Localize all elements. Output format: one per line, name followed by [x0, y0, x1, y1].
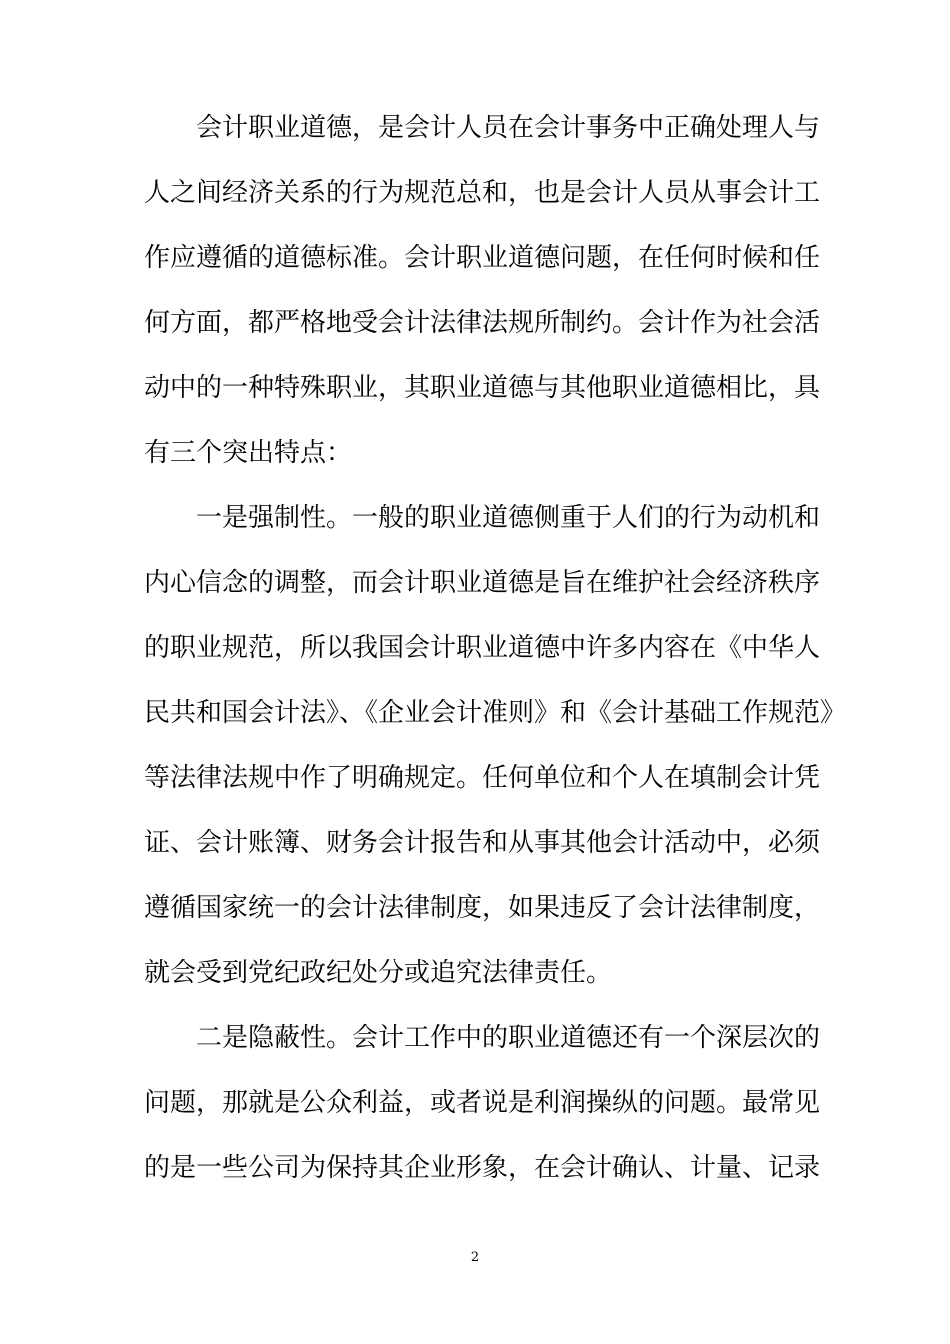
page-number: 2 — [470, 1250, 480, 1265]
paragraph-2-line-4: 民共和国会计法》、《企业会计准则》和《会计基础工作规范》 — [144, 698, 847, 728]
paragraph-2-line-2: 内心信念的调整，而会计职业道德是旨在维护社会经济秩序 — [144, 568, 821, 598]
paragraph-2-line-6: 证、会计账簿、财务会计报告和从事其他会计活动中，必须 — [144, 828, 821, 858]
paragraph-2-line-8: 就会受到党纪政纪处分或追究法律责任。 — [144, 958, 613, 988]
paragraph-1-line-5: 动中的一种特殊职业，其职业道德与其他职业道德相比，具 — [144, 373, 821, 403]
paragraph-2-line-5: 等法律法规中作了明确规定。任何单位和个人在填制会计凭 — [144, 763, 821, 793]
paragraph-2-line-3: 的职业规范，所以我国会计职业道德中许多内容在《中华人 — [144, 633, 821, 663]
paragraph-1-line-1: 会计职业道德，是会计人员在会计事务中正确处理人与 — [196, 113, 821, 143]
paragraph-2-line-1: 一是强制性。一般的职业道德侧重于人们的行为动机和 — [196, 503, 821, 533]
paragraph-3-line-2: 问题，那就是公众利益，或者说是利润操纵的问题。最常见 — [144, 1088, 821, 1118]
paragraph-1-line-4: 何方面，都严格地受会计法律法规所制约。会计作为社会活 — [144, 308, 821, 338]
paragraph-2-line-7: 遵循国家统一的会计法律制度，如果违反了会计法律制度， — [144, 893, 821, 923]
paragraph-1-line-3: 作应遵循的道德标准。会计职业道德问题，在任何时候和任 — [144, 243, 821, 273]
paragraph-3-line-1: 二是隐蔽性。会计工作中的职业道德还有一个深层次的 — [196, 1023, 821, 1053]
paragraph-3-line-3: 的是一些公司为保持其企业形象，在会计确认、计量、记录 — [144, 1153, 821, 1183]
paragraph-1-line-2: 人之间经济关系的行为规范总和，也是会计人员从事会计工 — [144, 178, 821, 208]
paragraph-1-line-6: 有三个突出特点： — [144, 438, 353, 468]
